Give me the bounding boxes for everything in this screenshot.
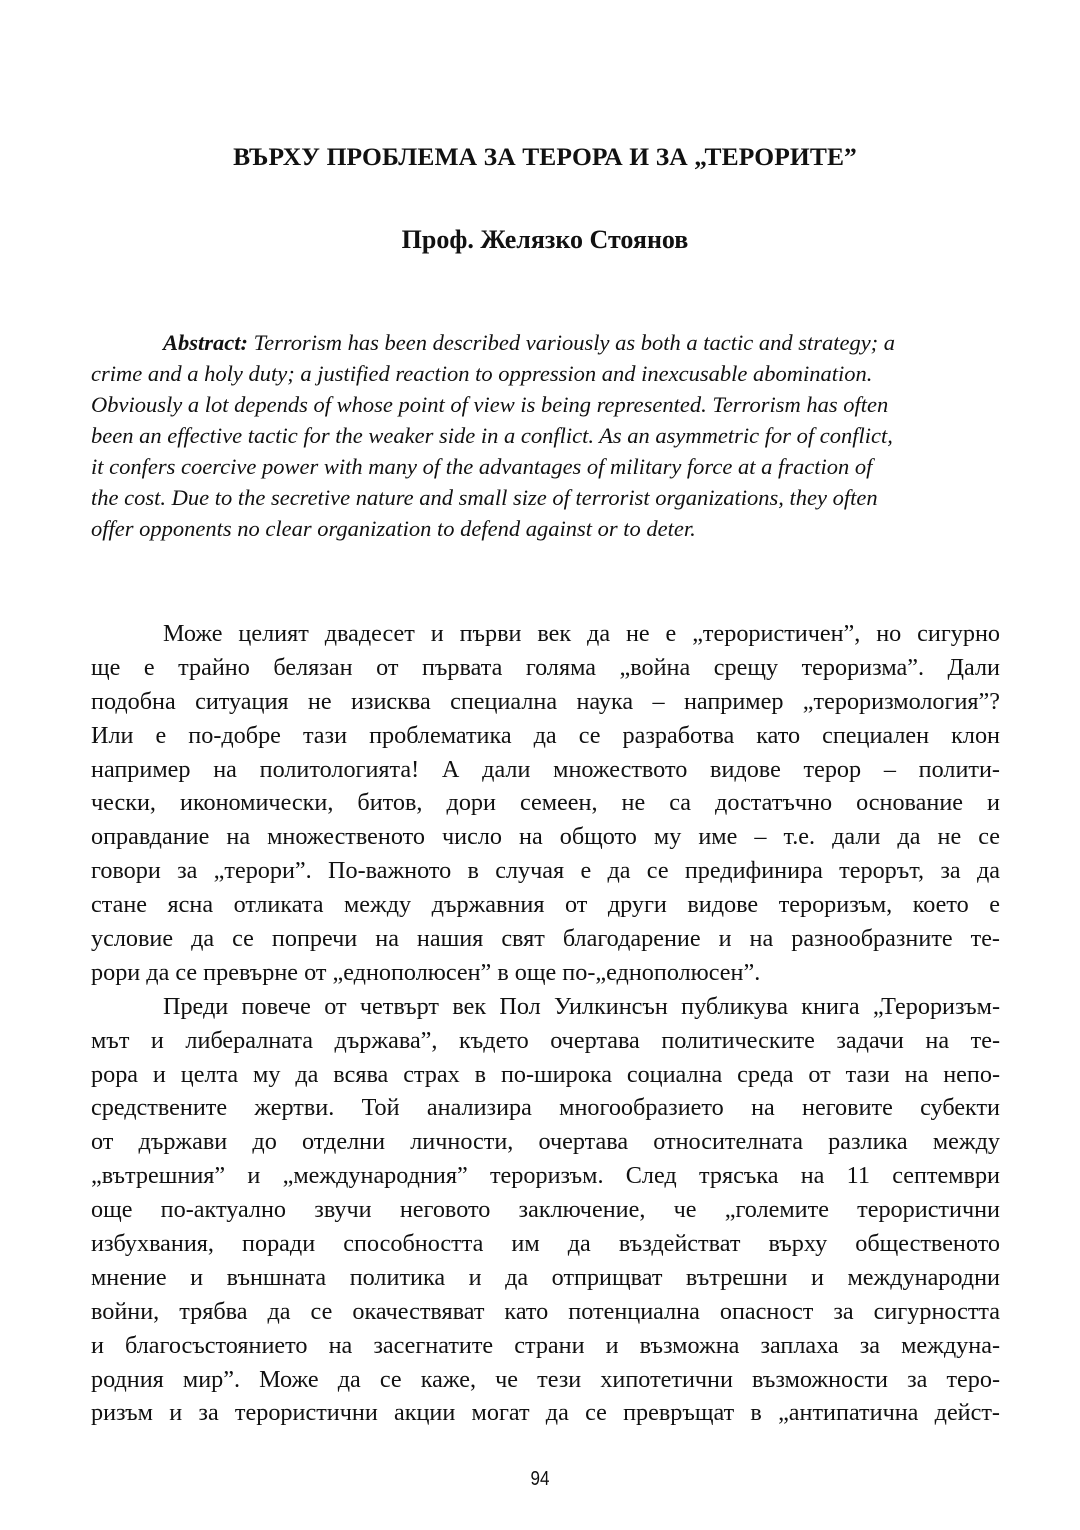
body-text bbox=[91, 617, 1000, 1430]
abstract-line: it confers coercive power with many of the advantages of military force at a fraction of bbox=[91, 454, 873, 479]
abstract-line: Obviously a lot depends of whose point of view is being represented. Terrorism has often bbox=[91, 392, 889, 417]
paragraph-2-line: ризъм и за терористични акции могат да се превръщат в „антипатична дейст- bbox=[91, 1399, 1000, 1427]
abstract-line: offer opponents no clear organization to defend against or to deter. bbox=[91, 516, 696, 541]
paragraph-2-line: от държави до отделни личности, очертава относителната разлика между bbox=[91, 1128, 1000, 1156]
paragraph-2-line: избухвания, поради способността им да въздействат върху общественото bbox=[91, 1230, 1000, 1258]
paragraph-1-line: подобна ситуация не изисква специална наука – например „тероризмология”? bbox=[91, 687, 1000, 715]
paragraph-2-line: Преди повече от четвърт век Пол Уилкинсън публикува книга „Тероризъм- bbox=[163, 992, 1000, 1020]
abstract-line: the cost. Due to the secretive nature and small size of terrorist organizations, they often bbox=[91, 485, 878, 510]
paragraph-1-line: оправдание на множественото число на общото му име – т.е. дали да не се bbox=[91, 823, 1000, 851]
paragraph-2-line: мът и либералната държава”, където очертава политическите задачи на те- bbox=[91, 1026, 1000, 1054]
author-name: Проф. Желязко Стоянов bbox=[401, 225, 689, 254]
paragraph-2-line: още по-актуално звучи неговото заключение, че „големите терористични bbox=[91, 1196, 1000, 1224]
abstract-label: Abstract: bbox=[163, 330, 249, 355]
paragraph-2-line: „вътрешния” и „международния” тероризъм. След трясъка на 11 септември bbox=[91, 1162, 1000, 1190]
paragraph-1-line: Или е по-добре тази проблематика да се разработва като специален клон bbox=[91, 721, 1000, 749]
paragraph-2-line: мнение и външната политика и да отприщват вътрешни и международни bbox=[91, 1263, 1000, 1291]
abstract-text: Terrorism has been described variously as both a tactic and strategy; a bbox=[248, 330, 896, 355]
abstract-line bbox=[91, 327, 895, 358]
paragraph-1-line: Може целият двадесет и първи век да не е „терористичен”, но сигурно bbox=[163, 620, 1000, 647]
paragraph-2-line: средствените жертви. Той анализира многообразието на неговите субекти bbox=[91, 1094, 1000, 1122]
paragraph-1-line: условие да се попречи на нашия свят благодарение и на разнообразните те- bbox=[91, 925, 1000, 953]
article-title: ВЪРХУ ПРОБЛЕМА ЗА ТЕРОРА И ЗА „ТЕРОРИТЕ” bbox=[233, 142, 857, 171]
paragraph-2-line: родния мир”. Може да се каже, че тези хипотетични възможности за теро- bbox=[91, 1365, 1000, 1393]
paragraph-1-line: стане ясна отликата между държавния от други видове тероризъм, което е bbox=[91, 891, 1000, 919]
paragraph-1-line: чески, икономически, битов, дори семеен, не са достатъчно основание и bbox=[91, 789, 1000, 817]
paragraph-2-line: войни, трябва да се окачествяват като потенциална опасност за сигурността bbox=[91, 1297, 1000, 1325]
abstract-line: been an effective tactic for the weaker side in a conflict. As an asymmetric for of conflict, bbox=[91, 423, 893, 448]
page-number: 94 bbox=[530, 1468, 550, 1490]
paragraph-1-line: ще е трайно белязан от първата голяма „война срещу тероризма”. Дали bbox=[91, 653, 1000, 681]
paragraph-1-line: например на политологията! А дали множеството видове терор – полити- bbox=[91, 755, 1000, 783]
abstract-line: crime and a holy duty; a justified reaction to oppression and inexcusable abomination. bbox=[91, 361, 873, 386]
paragraph-1-line: говори за „терори”. По-важното в случая е да се предифинира терорът, за да bbox=[91, 857, 1000, 885]
paragraph-2-line: и благосъстоянието на засегнатите страни и възможна заплаха за междуна- bbox=[91, 1331, 1000, 1359]
paragraph-2-line: рора и целта му да всява страх в по-широка социална среда от тази на непо- bbox=[91, 1060, 1000, 1088]
paragraph-1-line: рори да се превърне от „еднополюсен” в още по-„еднополюсен”. bbox=[91, 958, 761, 986]
abstract bbox=[91, 327, 895, 544]
